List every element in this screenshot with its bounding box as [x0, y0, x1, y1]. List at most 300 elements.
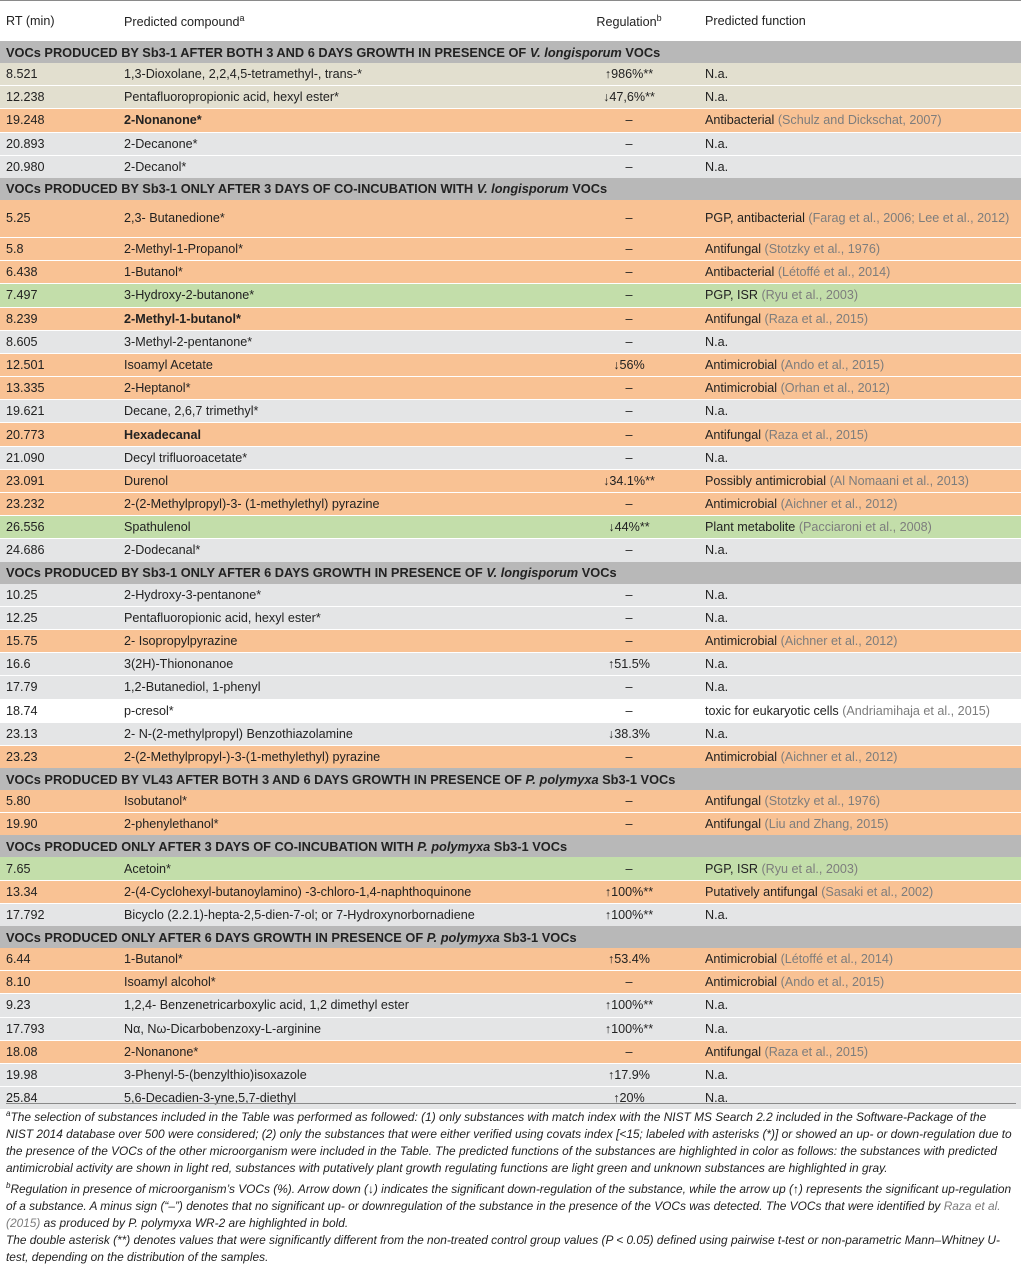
cell-rt: 23.23 — [0, 745, 118, 768]
table-row — [0, 903, 1021, 926]
cell-function — [699, 423, 1021, 446]
function-text: N.a. — [705, 334, 729, 349]
citation-link[interactable]: (Orhan et al., 2012) — [780, 381, 890, 396]
cell-regulation: ↑20% — [559, 1087, 699, 1110]
table-row — [0, 699, 1021, 722]
cell-regulation: ↑53.4% — [559, 948, 699, 971]
cell-function — [699, 493, 1021, 516]
table-row — [0, 606, 1021, 629]
cell-rt: 19.248 — [0, 109, 118, 132]
cell-rt: 17.793 — [0, 1017, 118, 1040]
cell-function — [699, 948, 1021, 971]
cell-function — [699, 629, 1021, 652]
function-text: N.a. — [705, 450, 729, 465]
table-row — [0, 722, 1021, 745]
cell-compound: 2,3- Butanedione* — [118, 200, 559, 238]
cell-function — [699, 307, 1021, 330]
table-body — [0, 41, 1021, 1109]
table-row — [0, 790, 1021, 813]
cell-compound: Isoamyl alcohol* — [118, 971, 559, 994]
section-header-row — [0, 926, 1021, 948]
cell-regulation: – — [559, 676, 699, 699]
citation-link[interactable]: (Létoffé et al., 2014) — [777, 265, 891, 280]
function-text: N.a. — [705, 1021, 729, 1036]
cell-rt: 21.090 — [0, 446, 118, 469]
cell-compound: Acetoin* — [118, 857, 559, 880]
table-header-row — [0, 1, 1021, 42]
cell-compound: 3(2H)-Thiononanoe — [118, 653, 559, 676]
cell-regulation: ↓38.3% — [559, 722, 699, 745]
cell-compound: Decyl trifluoroacetate* — [118, 446, 559, 469]
cell-compound: 1,2,4- Benzenetricarboxylic acid, 1,2 dimethyl ester — [118, 994, 559, 1017]
function-text: Antimicrobial — [705, 381, 781, 396]
citation-link[interactable]: (Farag et al., 2006; Lee et al., 2012) — [808, 210, 1010, 225]
function-text: Antimicrobial — [705, 749, 781, 764]
table-row — [0, 237, 1021, 260]
cell-regulation: ↓44%** — [559, 516, 699, 539]
footnote-a — [6, 1105, 1016, 1177]
section-title — [0, 178, 1021, 200]
cell-function — [699, 330, 1021, 353]
cell-compound: 2- Isopropylpyrazine — [118, 629, 559, 652]
cell-function — [699, 699, 1021, 722]
cell-compound: 2-Hydroxy-3-pentanone* — [118, 584, 559, 607]
function-text: Antibacterial — [705, 265, 778, 280]
header-regulation — [559, 1, 699, 42]
table-row — [0, 880, 1021, 903]
cell-regulation: – — [559, 584, 699, 607]
table-row — [0, 653, 1021, 676]
header-regulation-label: Regulation — [596, 15, 657, 30]
cell-compound: Nα, Nω-Dicarbobenzoxy-L-arginine — [118, 1017, 559, 1040]
footnote-a-text: The selection of substances included in the Table was performed as followed: (1) only substances with match index with the NIST MS Search 2.2 included in the Software-Package of the NIST 2014 database over 500 were considered; (2) only the substances that were either verified using covats index [<15; labeled with asterisks (*)] or showed an up- or down-regulation due to the presence of the VOCs of the other microorganism were included in the Table. The predicted functions of the substances are highlighted in color as follows: the substances with predicted antimicrobial activity are shown in light red, substances with putatively plant growth regulating functions are light green and unknown substances are highlighted in gray. — [6, 1109, 1012, 1175]
function-text: PGP, ISR — [705, 288, 762, 303]
cell-compound: Durenol — [118, 469, 559, 492]
cell-rt: 24.686 — [0, 539, 118, 562]
cell-regulation: – — [559, 971, 699, 994]
table-row — [0, 353, 1021, 376]
cell-rt: 5.25 — [0, 200, 118, 238]
cell-compound: 3-Phenyl-5-(benzylthio)isoxazole — [118, 1063, 559, 1086]
function-text: Antibacterial — [705, 113, 778, 128]
table-row — [0, 200, 1021, 238]
function-text: N.a. — [705, 587, 729, 602]
cell-rt: 5.8 — [0, 237, 118, 260]
cell-regulation: – — [559, 493, 699, 516]
table-row — [0, 155, 1021, 178]
cell-regulation: – — [559, 539, 699, 562]
cell-function — [699, 446, 1021, 469]
cell-function — [699, 63, 1021, 86]
cell-rt: 17.792 — [0, 903, 118, 926]
section-title-organism: V. longisporum — [529, 44, 622, 60]
cell-compound: Spathulenol — [118, 516, 559, 539]
section-title-text: VOCs PRODUCED ONLY AFTER 3 DAYS OF CO-INCUBATION WITH — [6, 838, 418, 854]
section-title-organism: V. longisporum — [486, 565, 579, 581]
cell-regulation: – — [559, 813, 699, 836]
citation-link[interactable]: (Stotzky et al., 1976) — [764, 794, 881, 809]
cell-rt: 17.79 — [0, 676, 118, 699]
cell-regulation: – — [559, 307, 699, 330]
cell-function — [699, 994, 1021, 1017]
function-text: Antifungal — [705, 242, 765, 257]
cell-function — [699, 676, 1021, 699]
cell-regulation: ↓56% — [559, 353, 699, 376]
section-header-row — [0, 835, 1021, 857]
cell-rt: 12.238 — [0, 86, 118, 109]
table-row — [0, 1063, 1021, 1086]
table-row — [0, 948, 1021, 971]
section-header-row — [0, 562, 1021, 584]
citation-link[interactable]: (Ryu et al., 2003) — [761, 288, 859, 303]
citation-link[interactable]: (Ando et al., 2015) — [780, 975, 885, 990]
cell-regulation: ↑100%** — [559, 880, 699, 903]
footnote-b-citation-link[interactable]: Raza et al. (2015) — [6, 1198, 1001, 1230]
cell-compound: Pentafluoropionic acid, hexyl ester* — [118, 606, 559, 629]
cell-compound: 2-(4-Cyclohexyl-butanoylamino) -3-chloro-1,4-naphthoquinone — [118, 880, 559, 903]
cell-rt: 8.10 — [0, 971, 118, 994]
header-rt — [0, 1, 118, 42]
citation-link[interactable]: (Andriamihaja et al., 2015) — [842, 703, 990, 718]
cell-compound: 2- N-(2-methylpropyl) Benzothiazolamine — [118, 722, 559, 745]
citation-link[interactable]: (Al Nomaani et al., 2013) — [829, 473, 969, 488]
cell-regulation: – — [559, 109, 699, 132]
citation-link[interactable]: (Liu and Zhang, 2015) — [764, 817, 889, 832]
cell-compound: 3-Methyl-2-pentanone* — [118, 330, 559, 353]
cell-function — [699, 261, 1021, 284]
cell-function — [699, 653, 1021, 676]
cell-compound: Isoamyl Acetate — [118, 353, 559, 376]
cell-regulation: – — [559, 330, 699, 353]
table-row — [0, 813, 1021, 836]
table-row — [0, 1040, 1021, 1063]
cell-compound: 2-Decanol* — [118, 155, 559, 178]
cell-function — [699, 469, 1021, 492]
footnote-a-marker: a — [239, 12, 245, 23]
citation-link[interactable]: (Raza et al., 2015) — [764, 1044, 869, 1059]
cell-function — [699, 86, 1021, 109]
cell-compound: 2-Decanone* — [118, 132, 559, 155]
cell-compound: 1-Butanol* — [118, 948, 559, 971]
function-text: toxic for eukaryotic cells — [705, 703, 843, 718]
cell-function — [699, 903, 1021, 926]
cell-function — [699, 971, 1021, 994]
cell-regulation: – — [559, 400, 699, 423]
function-text: N.a. — [705, 136, 729, 151]
cell-function — [699, 880, 1021, 903]
footnote-c-text: The double asterisk (**) denotes values that were significantly different from the non-treated control group values (P < 0.05) defined using pairwise t-test or non-parametric Mann–Whitney U-test, depending on the distribution of the samples. — [6, 1232, 1000, 1264]
cell-regulation: ↑986%** — [559, 63, 699, 86]
cell-compound: 2-(2-Methylpropyl)-3- (1-methylethyl) pyrazine — [118, 493, 559, 516]
cell-rt: 23.091 — [0, 469, 118, 492]
function-text: Antifungal — [705, 311, 765, 326]
function-text: Antifungal — [705, 817, 765, 832]
cell-rt: 6.44 — [0, 948, 118, 971]
cell-compound: 2-phenylethanol* — [118, 813, 559, 836]
cell-regulation: – — [559, 790, 699, 813]
section-title-suffix: Sb3-1 VOCs — [598, 771, 676, 787]
table-row — [0, 493, 1021, 516]
cell-rt: 6.438 — [0, 261, 118, 284]
section-title-suffix: VOCs — [568, 181, 608, 197]
cell-compound: 2-Methyl-1-Propanol* — [118, 237, 559, 260]
table-row — [0, 377, 1021, 400]
cell-function — [699, 400, 1021, 423]
section-title-suffix: Sb3-1 VOCs — [499, 929, 577, 945]
function-text: Antimicrobial — [705, 497, 781, 512]
cell-function — [699, 516, 1021, 539]
cell-compound: 2-Nonanone* — [118, 109, 559, 132]
function-text: N.a. — [705, 1091, 729, 1106]
cell-regulation: – — [559, 423, 699, 446]
cell-compound: 1,2-Butanediol, 1-phenyl — [118, 676, 559, 699]
footnote-b-text-end: as produced by P. polymyxa WR-2 are highlighted in bold. — [40, 1215, 349, 1230]
cell-regulation: – — [559, 857, 699, 880]
cell-regulation: – — [559, 745, 699, 768]
table-row — [0, 284, 1021, 307]
citation-link[interactable]: (Raza et al., 2015) — [764, 427, 869, 442]
table-row — [0, 261, 1021, 284]
cell-rt: 20.893 — [0, 132, 118, 155]
cell-compound: 2-Nonanone* — [118, 1040, 559, 1063]
cell-regulation: – — [559, 629, 699, 652]
cell-regulation: – — [559, 284, 699, 307]
table-row — [0, 857, 1021, 880]
table-row — [0, 400, 1021, 423]
cell-rt: 26.556 — [0, 516, 118, 539]
function-text: N.a. — [705, 1068, 729, 1083]
cell-rt: 10.25 — [0, 584, 118, 607]
section-title — [0, 768, 1021, 790]
section-title-text: VOCs PRODUCED ONLY AFTER 6 DAYS GROWTH IN PRESENCE OF — [6, 929, 427, 945]
function-text: N.a. — [705, 67, 729, 82]
cell-rt: 12.501 — [0, 353, 118, 376]
function-text: N.a. — [705, 657, 729, 672]
table-row — [0, 423, 1021, 446]
cell-compound: Isobutanol* — [118, 790, 559, 813]
function-text: Antifungal — [705, 1044, 765, 1059]
function-text: N.a. — [705, 159, 729, 174]
section-title — [0, 562, 1021, 584]
citation-link[interactable]: (Aichner et al., 2012) — [780, 634, 898, 649]
cell-function — [699, 606, 1021, 629]
table-row — [0, 63, 1021, 86]
citation-link[interactable]: (Schulz and Dickschat, 2007) — [777, 113, 942, 128]
section-title-text: VOCs PRODUCED BY Sb3-1 AFTER BOTH 3 AND 6 DAYS GROWTH IN PRESENCE OF — [6, 44, 530, 60]
cell-rt: 7.497 — [0, 284, 118, 307]
cell-compound: 1-Butanol* — [118, 261, 559, 284]
cell-function — [699, 155, 1021, 178]
header-function — [699, 1, 1021, 42]
table-row — [0, 469, 1021, 492]
cell-regulation: ↑100%** — [559, 903, 699, 926]
footnote-b-text: Regulation in presence of microorganism’s VOCs (%). Arrow down (↓) indicates the significant down-regulation of the substance, while the arrow up (↑) represents the significant up-regulation of a substance. A minus sign (“–”) denotes that no significant up- or downregulation of the substance in the presence of the VOCs was detected. The VOCs that were identified by — [6, 1181, 1012, 1213]
cell-rt: 12.25 — [0, 606, 118, 629]
section-title — [0, 926, 1021, 948]
table-row — [0, 330, 1021, 353]
function-text: N.a. — [705, 543, 729, 558]
table-row — [0, 745, 1021, 768]
cell-rt: 5.80 — [0, 790, 118, 813]
function-text: Putatively antifungal — [705, 884, 822, 899]
cell-regulation: – — [559, 237, 699, 260]
cell-rt: 20.980 — [0, 155, 118, 178]
cell-rt: 19.98 — [0, 1063, 118, 1086]
cell-rt: 15.75 — [0, 629, 118, 652]
table-row — [0, 446, 1021, 469]
table-row — [0, 516, 1021, 539]
cell-function — [699, 790, 1021, 813]
cell-compound: Bicyclo (2.2.1)-hepta-2,5-dien-7-ol; or 7-Hydroxynorbornadiene — [118, 903, 559, 926]
header-rt-label: RT (min) — [6, 14, 55, 28]
cell-function — [699, 584, 1021, 607]
cell-rt: 25.84 — [0, 1087, 118, 1110]
cell-regulation: – — [559, 200, 699, 238]
cell-function — [699, 1063, 1021, 1086]
cell-rt: 8.521 — [0, 63, 118, 86]
cell-regulation: ↓47,6%** — [559, 86, 699, 109]
function-text: N.a. — [705, 726, 729, 741]
cell-regulation: – — [559, 606, 699, 629]
footnote-b-mark: b — [6, 1180, 11, 1190]
cell-compound: Pentafluoropropionic acid, hexyl ester* — [118, 86, 559, 109]
cell-function — [699, 539, 1021, 562]
cell-function — [699, 353, 1021, 376]
cell-compound: Decane, 2,6,7 trimethyl* — [118, 400, 559, 423]
section-title-text: VOCs PRODUCED BY Sb3-1 ONLY AFTER 6 DAYS GROWTH IN PRESENCE OF — [6, 565, 487, 581]
header-compound-label: Predicted compound — [124, 15, 240, 30]
cell-compound: 5,6-Decadien-3-yne,5,7-diethyl — [118, 1087, 559, 1110]
function-text: Possibly antimicrobial — [705, 473, 830, 488]
cell-regulation: ↑100%** — [559, 1017, 699, 1040]
citation-link[interactable]: (Pacciaroni et al., 2008) — [798, 520, 932, 535]
function-text: Antifungal — [705, 794, 765, 809]
section-header-row — [0, 768, 1021, 790]
cell-rt: 16.6 — [0, 653, 118, 676]
section-title-suffix: VOCs — [621, 44, 661, 60]
function-text: Antimicrobial — [705, 357, 781, 372]
function-text: N.a. — [705, 680, 729, 695]
section-title-organism: P. polymyxa — [417, 838, 491, 854]
table-row — [0, 307, 1021, 330]
cell-compound: Hexadecanal — [118, 423, 559, 446]
section-title — [0, 835, 1021, 857]
function-text: Plant metabolite — [705, 520, 799, 535]
header-compound — [118, 1, 559, 42]
cell-compound: 3-Hydroxy-2-butanone* — [118, 284, 559, 307]
section-title-organism: V. longisporum — [476, 181, 569, 197]
cell-function — [699, 237, 1021, 260]
table-row — [0, 132, 1021, 155]
table-row — [0, 676, 1021, 699]
section-title-suffix: VOCs — [578, 565, 617, 581]
cell-function — [699, 1017, 1021, 1040]
footnote-b-marker: b — [656, 12, 662, 23]
cell-compound: 2-Heptanol* — [118, 377, 559, 400]
cell-function — [699, 1040, 1021, 1063]
cell-function — [699, 857, 1021, 880]
cell-regulation: – — [559, 699, 699, 722]
function-text: PGP, ISR — [705, 861, 762, 876]
cell-regulation: ↓34.1%** — [559, 469, 699, 492]
cell-compound: 1,3-Dioxolane, 2,2,4,5-tetramethyl-, trans-* — [118, 63, 559, 86]
function-text: N.a. — [705, 404, 729, 419]
section-header-row — [0, 41, 1021, 63]
cell-regulation: – — [559, 155, 699, 178]
function-text: N.a. — [705, 610, 729, 625]
cell-rt: 23.13 — [0, 722, 118, 745]
function-text: N.a. — [705, 907, 729, 922]
function-text: Antimicrobial — [705, 634, 781, 649]
citation-link[interactable]: (Ryu et al., 2003) — [761, 861, 859, 876]
cell-compound: p-cresol* — [118, 699, 559, 722]
section-title-suffix: Sb3-1 VOCs — [490, 838, 568, 854]
cell-rt: 7.65 — [0, 857, 118, 880]
cell-regulation: ↑51.5% — [559, 653, 699, 676]
cell-function — [699, 200, 1021, 238]
cell-regulation: ↑17.9% — [559, 1063, 699, 1086]
cell-regulation: – — [559, 1040, 699, 1063]
function-text: N.a. — [705, 998, 729, 1013]
function-text: Antimicrobial — [705, 952, 781, 967]
table-row — [0, 539, 1021, 562]
cell-rt: 20.773 — [0, 423, 118, 446]
table-footnotes — [6, 1103, 1016, 1266]
citation-link[interactable]: (Raza et al., 2015) — [764, 311, 869, 326]
section-header-row — [0, 178, 1021, 200]
section-title-text: VOCs PRODUCED BY Sb3-1 ONLY AFTER 3 DAYS OF CO-INCUBATION WITH — [6, 181, 477, 197]
footnote-a-mark: a — [6, 1109, 11, 1118]
cell-function — [699, 284, 1021, 307]
citation-link[interactable]: (Sasaki et al., 2002) — [821, 884, 934, 899]
cell-rt: 18.08 — [0, 1040, 118, 1063]
function-text: Antifungal — [705, 427, 765, 442]
cell-rt: 9.23 — [0, 994, 118, 1017]
citation-link[interactable]: (Létoffé et al., 2014) — [780, 952, 894, 967]
cell-rt: 19.621 — [0, 400, 118, 423]
cell-rt: 23.232 — [0, 493, 118, 516]
function-text: Antimicrobial — [705, 975, 781, 990]
citation-link[interactable]: (Ando et al., 2015) — [780, 357, 885, 372]
cell-function — [699, 722, 1021, 745]
citation-link[interactable]: (Stotzky et al., 1976) — [764, 242, 881, 257]
function-text: PGP, antibacterial — [705, 210, 809, 225]
citation-link[interactable]: (Aichner et al., 2012) — [780, 749, 898, 764]
cell-regulation: ↑100%** — [559, 994, 699, 1017]
cell-function — [699, 377, 1021, 400]
cell-function — [699, 132, 1021, 155]
cell-regulation: – — [559, 132, 699, 155]
cell-rt: 8.605 — [0, 330, 118, 353]
function-text: N.a. — [705, 90, 729, 105]
cell-rt: 13.34 — [0, 880, 118, 903]
table-row — [0, 86, 1021, 109]
cell-compound: 2-Methyl-1-butanol* — [118, 307, 559, 330]
cell-function — [699, 745, 1021, 768]
footnote-c — [6, 1232, 1016, 1266]
cell-function — [699, 813, 1021, 836]
table-row — [0, 1017, 1021, 1040]
cell-regulation: – — [559, 377, 699, 400]
cell-compound: 2-Dodecanal* — [118, 539, 559, 562]
cell-rt: 13.335 — [0, 377, 118, 400]
table-row — [0, 584, 1021, 607]
cell-compound: 2-(2-Methylpropyl-)-3-(1-methylethyl) pyrazine — [118, 745, 559, 768]
section-title — [0, 41, 1021, 63]
table-row — [0, 971, 1021, 994]
header-function-label: Predicted function — [705, 14, 806, 28]
citation-link[interactable]: (Aichner et al., 2012) — [780, 497, 898, 512]
